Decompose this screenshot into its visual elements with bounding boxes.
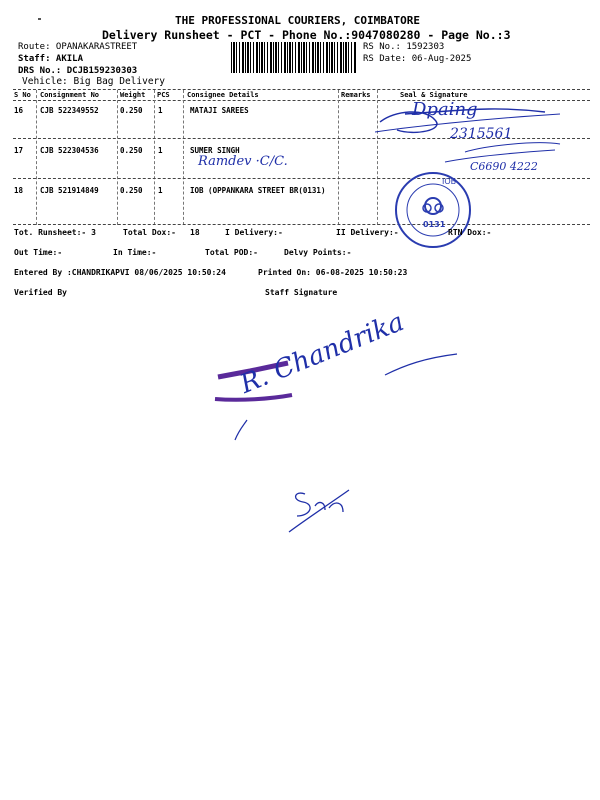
table-row-consignment: CJB 522304536 <box>40 146 99 155</box>
table-row-consignment: CJB 522349552 <box>40 106 99 115</box>
col-divider <box>183 90 184 225</box>
total-dox-value: 18 <box>190 228 200 237</box>
col-divider <box>117 90 118 225</box>
verified-by: Verified By <box>14 288 67 297</box>
col-header-remarks: Remarks <box>341 91 371 99</box>
total-dox: Total Dox:- <box>123 228 176 237</box>
speck <box>38 18 41 20</box>
table-row-consignee: MATAJI SAREES <box>190 106 249 115</box>
table-row-pcs: 1 <box>158 186 163 195</box>
signature-number: 2315561 <box>450 126 513 142</box>
table-row-consignment: CJB 521914849 <box>40 186 99 195</box>
bank-seal-stamp <box>393 170 473 250</box>
in-time: In Time:- <box>113 248 157 257</box>
company-title: THE PROFESSIONAL COURIERS, COIMBATORE <box>175 14 421 27</box>
table-row-weight: 0.250 <box>120 106 143 115</box>
table-row-sno: 18 <box>14 186 24 195</box>
col-divider <box>338 90 339 225</box>
table-row-weight: 0.250 <box>120 186 143 195</box>
signature-text: Dpaing <box>412 99 478 120</box>
table-row-sno: 17 <box>14 146 24 155</box>
drs-label: DRS No.: DCJB159230303 <box>18 66 138 76</box>
ii-delivery: II Delivery:- <box>336 228 399 237</box>
handwritten-note: Ramdev ·C/C. <box>198 154 288 169</box>
table-row-consignee: SUMER SINGH <box>190 146 240 155</box>
barcode <box>231 42 357 73</box>
entered-by: Entered By :CHANDRIKAPVI 08/06/2025 10:50:24 <box>14 268 226 277</box>
out-time: Out Time:- <box>14 248 63 257</box>
col-header-consignee: Consignee Details <box>187 91 259 99</box>
col-header-seal: Seal & Signature <box>400 91 468 99</box>
staff-signature-text: R. Chandrika <box>236 306 409 400</box>
table-top-rule <box>13 89 590 90</box>
rs-no: RS No.: 1592303 <box>363 42 445 52</box>
i-delivery: I Delivery:- <box>225 228 283 237</box>
printed-on: Printed On: 06-08-2025 10:50:23 <box>258 268 408 277</box>
route-label: Route: OPANAKARASTREET <box>18 42 138 52</box>
table-row-weight: 0.250 <box>120 146 143 155</box>
table-row-pcs: 1 <box>158 146 163 155</box>
col-header-consignment: Consignment No <box>40 91 100 99</box>
col-header-pcs: PCS <box>157 91 170 99</box>
total-runsheet: Tot. Runsheet:- 3 <box>14 228 96 237</box>
table-row-consignee: IOB (OPPANKARA STREET BR(0131) <box>190 186 326 195</box>
delvy-points: Delvy Points:- <box>284 248 352 257</box>
col-header-weight: Weight <box>120 91 146 99</box>
signature-row17: C6690 4222 <box>470 160 538 173</box>
col-header-sno: S No <box>14 91 31 99</box>
stamp-branch-code: 0131 <box>423 220 446 229</box>
stamp-bank-text: IOB <box>442 177 457 186</box>
staff-label: Staff: AKILA <box>18 54 84 64</box>
table-row-pcs: 1 <box>158 106 163 115</box>
table-row-sno: 16 <box>14 106 24 115</box>
vehicle-label: Vehicle: Big Bag Delivery <box>22 76 165 87</box>
col-divider <box>154 90 155 225</box>
rtn-dox: RTN Dox:- <box>448 228 492 237</box>
runsheet-title: Delivery Runsheet - PCT - Phone No.:9047080280 - Page No.:3 <box>102 28 511 42</box>
table-bottom-rule <box>13 224 590 225</box>
total-pod: Total POD:- <box>205 248 258 257</box>
rs-date: RS Date: 06-Aug-2025 <box>363 54 472 64</box>
col-divider <box>36 90 37 225</box>
verifier-signature-text <box>296 486 329 510</box>
staff-signature-label: Staff Signature <box>265 288 338 297</box>
